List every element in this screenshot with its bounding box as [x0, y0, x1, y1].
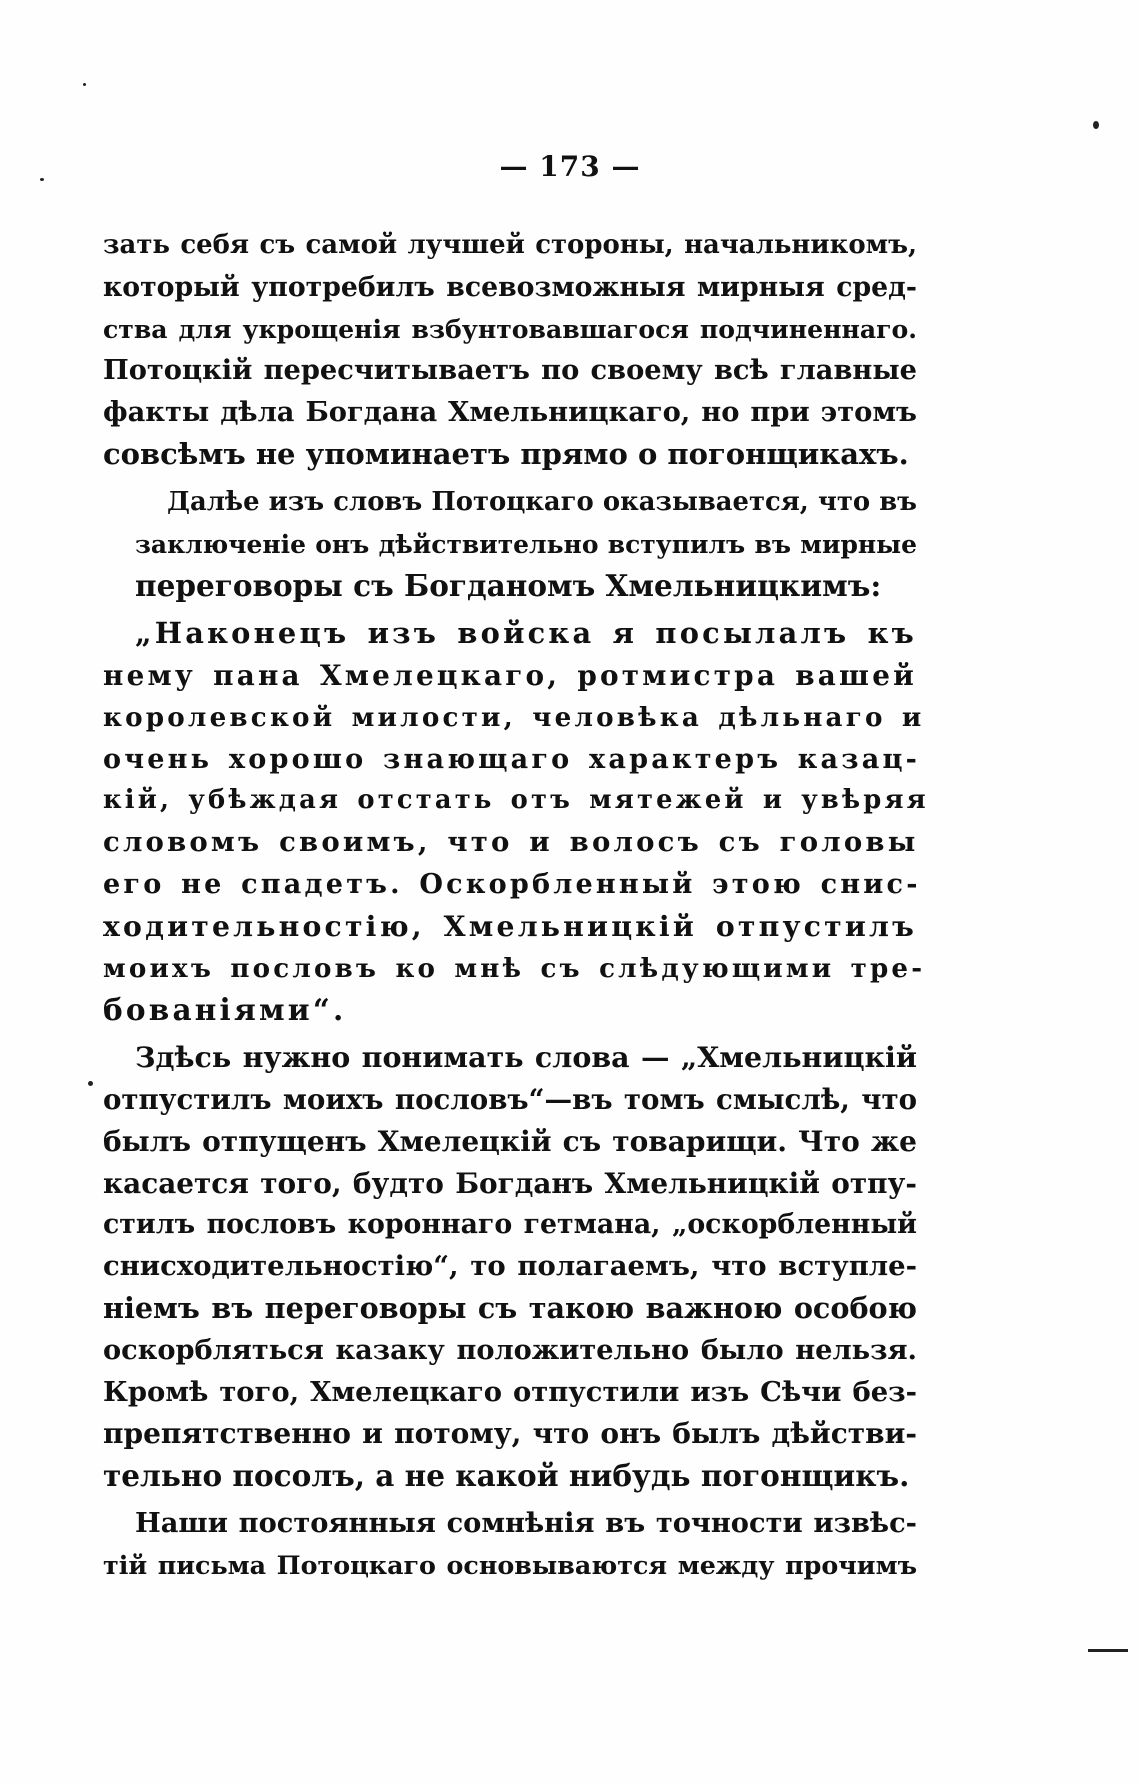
- page-number: — 173 —: [499, 150, 641, 183]
- text-line: бованіями“.: [103, 992, 347, 1028]
- scan-speck: [1093, 121, 1099, 129]
- text-line: тій письма Потоцкаго основываются между прочимъ: [103, 1549, 917, 1580]
- quotation: [103, 613, 929, 1031]
- text-line: переговоры съ Богданомъ Хмельницкимъ:: [135, 568, 882, 604]
- text-line: касается того, будто Богданъ Хмельницкій отпу-: [103, 1166, 917, 1200]
- paragraph-4: [103, 1503, 917, 1587]
- text-line: кій, убѣждая отстать отъ мятежей и увѣряя: [103, 785, 929, 816]
- scan-mark: [1088, 1649, 1128, 1652]
- text-line: его не спадетъ. Оскорбленный этою снис-: [103, 868, 921, 900]
- text-line: зать себя съ самой лучшей стороны, начальникомъ,: [103, 230, 917, 260]
- text-line: который употребилъ всевозможныя мирныя сред-: [103, 271, 917, 303]
- text-line: стилъ пословъ короннаго гетмана, „оскорбленный: [103, 1209, 917, 1241]
- text-line: Потоцкій пересчитываетъ по своему всѣ главные: [103, 354, 917, 387]
- scan-speck: [88, 1081, 93, 1086]
- text-line: ходительностію, Хмельницкій отпустилъ: [103, 908, 917, 943]
- text-line: ства для укрощенія взбунтовавшагося подчиненнаго.: [103, 313, 917, 344]
- text-line: нему пана Хмелецкаго, ротмистра вашей: [103, 658, 917, 692]
- text-line: Здѣсь нужно понимать слова — „Хмельницкій: [135, 1040, 917, 1075]
- paragraph-2: [103, 482, 917, 607]
- body-text: [103, 225, 929, 1593]
- text-line: Кромѣ того, Хмелецкаго отпустили изъ Сѣчи без-: [103, 1375, 917, 1408]
- scan-speck: [83, 83, 86, 86]
- text-line: факты дѣла Богдана Хмельницкаго, но при этомъ: [103, 396, 917, 429]
- text-line: словомъ своимъ, что и волосъ съ головы: [103, 826, 919, 859]
- text-line: тельно посолъ, а не какой нибудь погонщикъ.: [103, 1458, 910, 1494]
- text-line: былъ отпущенъ Хмелецкій съ товарищи. Что же: [103, 1124, 917, 1158]
- text-line: Наши постоянныя сомнѣнія въ точности извѣс-: [135, 1506, 917, 1539]
- text-line: снисходительностію“, то полагаемъ, что вступле-: [103, 1250, 917, 1283]
- text-line: оскорбляться казаку положительно было нельзя.: [103, 1333, 917, 1366]
- paragraph-1: [103, 225, 917, 476]
- text-line: „Наконецъ изъ войска я посылалъ къ: [135, 616, 917, 651]
- text-line: Далѣе изъ словъ Потоцкаго оказывается, что въ: [167, 486, 917, 517]
- text-line: совсѣмъ не упоминаетъ прямо о погонщикахъ.: [103, 436, 909, 471]
- text-line: королевской милости, человѣка дѣльнаго и: [103, 701, 925, 733]
- paragraph-3: [103, 1037, 917, 1497]
- text-line: отпустилъ моихъ пословъ“—въ томъ смыслѣ, что: [103, 1082, 917, 1116]
- text-line: препятственно и потому, что онъ былъ дѣйстви-: [103, 1417, 917, 1451]
- text-line: ніемъ въ переговоры съ такою важною особою: [103, 1290, 917, 1325]
- text-line: моихъ пословъ ко мнѣ съ слѣдующими тре-: [103, 952, 926, 984]
- text-line: очень хорошо знающаго характеръ казац-: [103, 743, 921, 775]
- text-line: заключеніе онъ дѣйствительно вступилъ въ мирные: [135, 529, 917, 559]
